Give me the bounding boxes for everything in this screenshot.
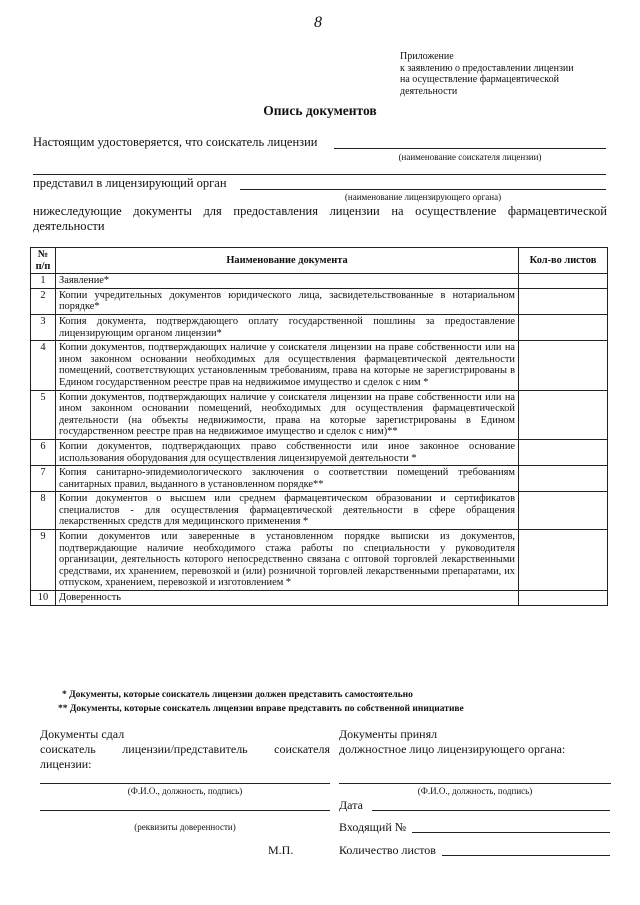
following-documents-text: нижеследующие документы для предоставления лицензии на осуществление фармацевтической деятельности [33, 204, 607, 233]
table-row [31, 530, 608, 591]
date-field[interactable] [372, 810, 610, 811]
documents-table [30, 247, 608, 606]
power-of-attorney-caption: (реквизиты доверенности) [134, 822, 236, 832]
page-number: 8 [314, 14, 322, 31]
footnote-required: * Документы, которые соискатель лицензии должен представить самостоятельно [62, 690, 413, 700]
row-sheet-count[interactable] [519, 274, 608, 289]
row-num: 8 [31, 492, 56, 530]
authority-label: представил в лицензирующий орган [33, 176, 227, 190]
row-num: 10 [31, 591, 56, 606]
header-name: Наименование документа [56, 248, 519, 274]
appendix-line: к заявлению о предоставлении лицензии [400, 62, 574, 74]
table-row [31, 466, 608, 492]
table-row [31, 591, 608, 606]
row-num: 4 [31, 341, 56, 390]
row-document-name: Заявление* [56, 274, 519, 289]
authority-caption: (наименование лицензирующего органа) [344, 192, 502, 202]
row-sheet-count[interactable] [519, 390, 608, 439]
header-count: Кол-во листов [519, 248, 608, 274]
row-document-name: Копии документов о высшем или среднем фармацевтическом образовании и сертификатов специалистов - для осуществления фармацевтической деятельности в сфере обращения лекарственных средств для медицинского применения * [56, 492, 519, 530]
row-document-name: Копия санитарно-эпидемиологического заключения о соответствии помещений требованиям санитарных правил, выданного в установленном порядке** [56, 466, 519, 492]
row-num: 7 [31, 466, 56, 492]
submitter-fio-caption: (Ф.И.О., должность, подпись) [127, 786, 243, 796]
document-title: Опись документов [263, 103, 377, 118]
row-num: 5 [31, 390, 56, 439]
submitter-signature-field[interactable] [40, 783, 330, 784]
row-sheet-count[interactable] [519, 341, 608, 390]
applicant-label: Настоящим удостоверяется, что соискатель лицензии [33, 135, 318, 149]
table-header-row [31, 248, 608, 274]
power-of-attorney-field[interactable] [40, 810, 330, 811]
stamp-label: М.П. [268, 843, 294, 857]
row-document-name: Копии учредительных документов юридического лица, засвидетельствованные в нотариальном порядке* [56, 288, 519, 314]
row-sheet-count[interactable] [519, 439, 608, 465]
row-sheet-count[interactable] [519, 492, 608, 530]
applicant-name-field[interactable] [334, 148, 606, 149]
row-document-name: Копии документов, подтверждающих наличие у соискателя лицензии на праве собственности или на ином законном основании необходимых для осуществления фармацевтической деятельности помещений, соответствующих установленным требованиям, права на которые не зарегистрированы в Едином государственном реестре прав на недвижимое имущество и сделок с ним * [56, 341, 519, 390]
row-sheet-count[interactable] [519, 466, 608, 492]
row-sheet-count[interactable] [519, 288, 608, 314]
incoming-number-field[interactable] [412, 832, 610, 833]
appendix-line: Приложение [400, 51, 454, 62]
row-num: 6 [31, 439, 56, 465]
row-document-name: Копии документов или заверенные в установленном порядке выписки из документов, подтверждающие наличие необходимого стажа работы по специальности у руководителя организации, деятельность которого непосредственно связана с оптовой торговлей лекарственными средствами, их хранением, перевозкой и (или) розничной торговлей лекарственными препаратами, их отпуском, хранением, перевозкой и изготовлением * [56, 530, 519, 591]
date-label: Дата [339, 798, 363, 812]
table-row [31, 492, 608, 530]
submitted-by-role: соискатель лицензии/представитель соискателя лицензии: [40, 742, 330, 771]
row-document-name: Копии документов, подтверждающих право собственности или иное законное основание использования оборудования для осуществления лицензируемой деятельности * [56, 439, 519, 465]
sheet-count-field[interactable] [442, 855, 610, 856]
acceptor-signature-field[interactable] [339, 783, 611, 784]
accepted-by-header: Документы принял [339, 727, 438, 741]
table-row [31, 314, 608, 340]
row-sheet-count[interactable] [519, 314, 608, 340]
accepted-by-role: должностное лицо лицензирующего органа: [339, 742, 566, 756]
table-row [31, 274, 608, 289]
row-document-name: Копии документов, подтверждающих наличие у соискателя лицензии на праве собственности или на ином законном основании помещений, необходимых для осуществления фармацевтической деятельности (на объекты недвижимости, права на которые зарегистрированы в Едином государственном реестре прав на недвижимое имущество и сделок с ним)** [56, 390, 519, 439]
footnote-optional: ** Документы, которые соискатель лицензии вправе представить по собственной инициативе [58, 704, 464, 714]
row-document-name: Доверенность [56, 591, 519, 606]
table-row [31, 390, 608, 439]
row-sheet-count[interactable] [519, 530, 608, 591]
table-row [31, 341, 608, 390]
row-document-name: Копия документа, подтверждающего оплату государственной пошлины за предоставление лицензирующим органом лицензии* [56, 314, 519, 340]
incoming-number-label: Входящий № [339, 820, 407, 834]
row-num: 9 [31, 530, 56, 591]
applicant-name-field-line2[interactable] [33, 174, 606, 175]
authority-name-field[interactable] [240, 189, 606, 190]
sheet-count-label: Количество листов [339, 843, 436, 857]
appendix-note [400, 51, 630, 97]
row-num: 3 [31, 314, 56, 340]
appendix-line: деятельности [400, 85, 458, 97]
submitted-by-header: Документы сдал [40, 727, 125, 741]
row-num: 2 [31, 288, 56, 314]
acceptor-fio-caption: (Ф.И.О., должность, подпись) [417, 786, 533, 796]
applicant-caption: (наименование соискателя лицензии) [398, 152, 542, 162]
row-num: 1 [31, 274, 56, 289]
table-row [31, 439, 608, 465]
header-num: № п/п [31, 248, 56, 274]
table-row [31, 288, 608, 314]
row-sheet-count[interactable] [519, 591, 608, 606]
appendix-line: на осуществление фармацевтической [400, 74, 560, 85]
